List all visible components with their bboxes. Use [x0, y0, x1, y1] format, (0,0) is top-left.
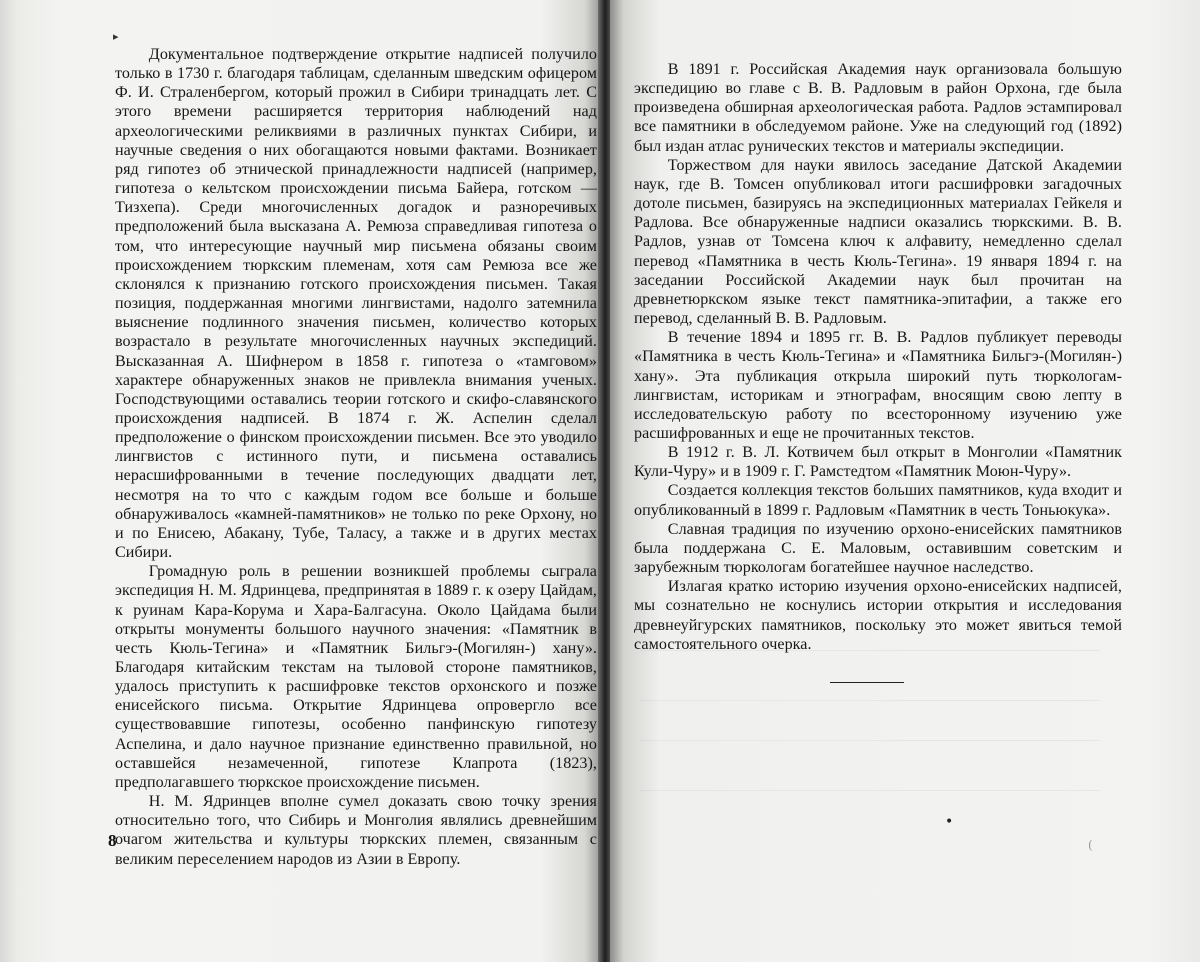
bleed-through	[640, 700, 1100, 701]
paragraph: Н. М. Ядринцев вполне сумел доказать свою точку зрения относительно того, что Сибирь и Монголия являлись древнейшим очагом жительства и культуры тюркских племен, связанным с великим переселением народов из Азии в Европу.	[115, 793, 597, 868]
page-number: 8	[108, 831, 117, 850]
paragraph: В 1891 г. Российская Академия наук организовала большую экспедицию во главе с В. В. Радловым в район Орхона, где была произведена обширная археологическая работа. Радлов эстампировал все памятники в обследуемом районе. Уже на следующий год (1892) был издан атлас рунических текстов и материалы экспедиции.	[634, 61, 1122, 155]
paragraph: Создается коллекция текстов больших памятников, куда входит и опубликованный в 1899 г. Радловым «Памятник в честь Тоньюкука».	[634, 482, 1122, 519]
bleed-through	[640, 790, 1100, 791]
paragraph: Излагая кратко историю изучения орхоно-енисейских надписей, мы сознательно не коснулись истории открытия и исследования древнеуйгурских памятников, поскольку это может явиться темой самостоятельного очерка.	[634, 578, 1122, 653]
left-page-text	[115, 45, 597, 869]
paragraph: Документальное подтверждение открытие надписей получило только в 1730 г. благодаря таблицам, сделанным шведским офицером Ф. И. Страленбергом, который прожил в Сибири тринадцать лет. С этого времени расширяется территория наблюдений над археологическими реликвиями в различных пунктах Сибири, и научные сведения о них обогащаются новыми фактами. Возникает ряд гипотез об этнической принадлежности надписей (например, гипотеза о кельтском происхождении письма Байера, готском — Тизхепа). Среди многочисленных догадок и разноречивых предположений была высказана А. Ремюза справедливая гипотеза о том, что интересующие научный мир письмена обязаны своим происхождением тюркским племенам, хотя сам Ремюза все же склонялся к признанию готского происхождения письмен. Такая позиция, поддержанная многими лингвистами, надолго затемнила выяснение подлинного значения письмен, количество которых возрастало в результате многочисленных научных экспедиций. Высказанная А. Шифнером в 1858 г. гипотеза о «тамговом» характере обнаруженных знаков не привлекла внимания ученых. Господствующими оставались теории готского и скифо-славянского происхождения надписей. В 1874 г. Ж. Аспелин сделал предположение о финском происхождении письмен. Все это уводило лингвистов с истинного пути, и письмена оставались нерасшифрованными в течение последующих двадцати лет, несмотря на то что с каждым годом все больше и больше обнаруживалось «камней-памятников» не только по реке Орхону, но и по Енисею, Абакану, Тубе, Таласу, а также и в других местах Сибири.	[115, 46, 597, 562]
paragraph: Славная традиция по изучению орхоно-енисейских памятников была поддержана С. Е. Маловым, оставившим советским и зарубежным тюркологам богатейшее научное наследство.	[634, 520, 1122, 577]
end-rule	[830, 682, 904, 683]
paragraph: В 1912 г. В. Л. Котвичем был открыт в Монголии «Памятник Кули-Чуру» и в 1909 г. Г. Рамстедтом «Памятник Моюн-Чуру».	[634, 444, 1122, 481]
paragraph: В течение 1894 и 1895 гг. В. В. Радлов публикует переводы «Памятника в честь Кюль-Тегина» и «Памятника Бильгэ-(Могилян-) хану». Эта публикация открыла широкий путь тюркологам-лингвистам, историкам и этнографам, вносящим свою лепту в исследовательскую работу по всесторонному изучению уже расшифрованных и еще не прочитанных текстов.	[634, 329, 1122, 442]
paragraph: Торжеством для науки явилось заседание Датской Академии наук, где В. Томсен опубликовал итоги расшифровки загадочных дотоле письмен, базируясь на экспедиционных материалах Гейкеля и Радлова. Все обнаруженные надписи оказались тюркскими. В. В. Радлов, узнав от Томсена ключ к алфавиту, немедленно сделал перевод «Памятника в честь Кюль-Тегина». 19 января 1894 г. на заседании Российской Академии наук был прочитан на древнетюркском языке текст памятника-эпитафии, а также его перевод, сделанный В. В. Радловым.	[634, 156, 1122, 328]
right-page	[610, 0, 1200, 962]
right-page-text	[634, 60, 1122, 654]
corner-mark: (	[1088, 838, 1093, 852]
corner-mark: ▸	[113, 30, 119, 43]
bleed-through	[640, 740, 1100, 741]
ink-dot: •	[945, 814, 954, 830]
paragraph: Громадную роль в решении возникшей проблемы сыграла экспедиция Н. М. Ядринцева, предпринятая в 1889 г. к озеру Цайдам, к руинам Кара-Корума и Хара-Балгасуна. Около Цайдама были открыты монументы большого научного значения: «Памятник в честь Кюль-Тегина» и «Памятник Бильгэ-(Могилян-) хану». Благодаря китайским текстам на тыловой стороне памятников, удалось приступить к расшифровке текстов орхонского и позже енисейского письма. Открытие Ядринцева опровергло все существовавшие гипотезы, особенно панфинскую гипотезу Аспелина, и дало научное признание единственно правильной, но оставшейся незамеченной, гипотезе Клапрота (1823), предполагавшего тюркское происхождение письмен.	[115, 563, 597, 791]
